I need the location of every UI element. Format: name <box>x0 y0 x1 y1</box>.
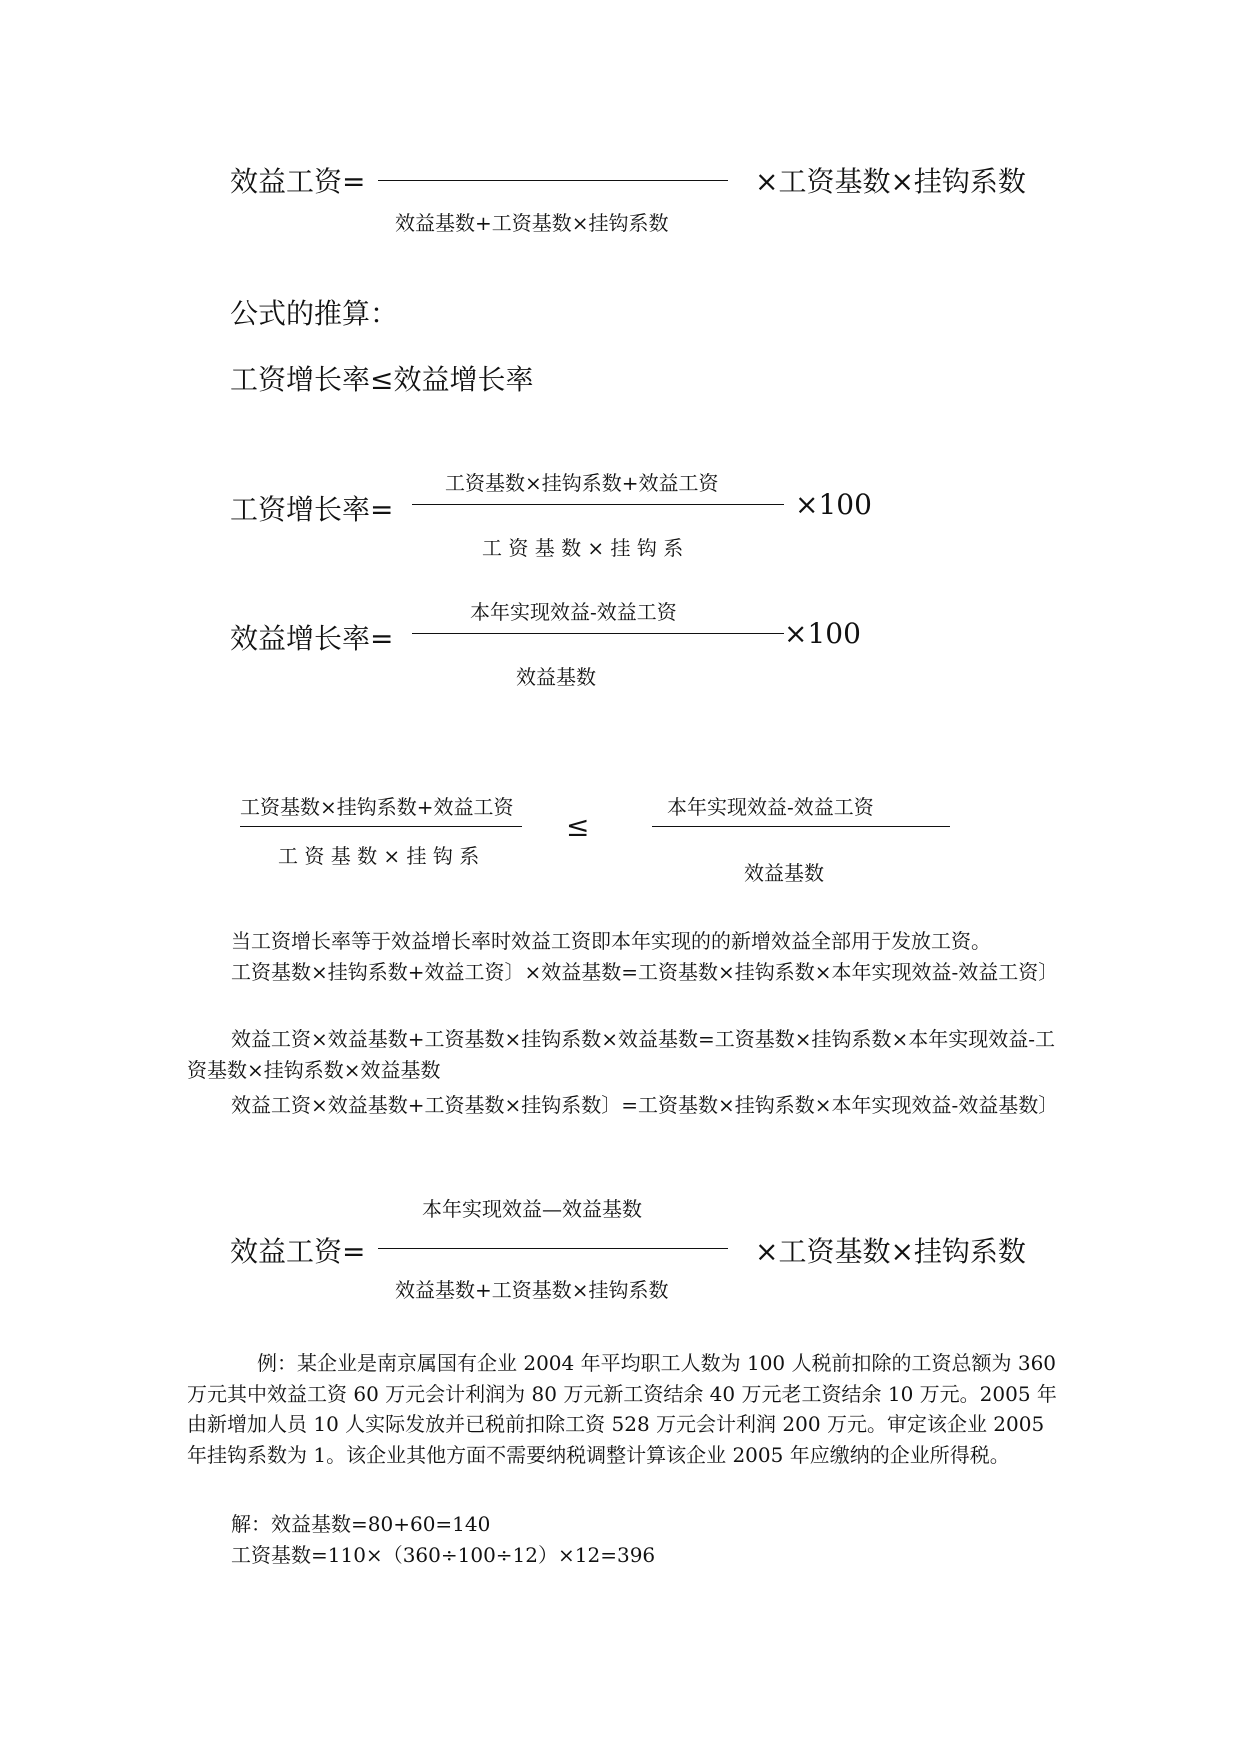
formula1-lhs: 效益工资= <box>230 165 366 198</box>
benefit-growth-fraction-bar <box>412 633 784 634</box>
benefit-growth-numerator: 本年实现效益-效益工资 <box>470 600 677 624</box>
formula1-denominator: 效益基数+工资基数×挂钩系数 <box>395 211 669 235</box>
formula1-tail: ×工资基数×挂钩系数 <box>755 165 1026 198</box>
wage-growth-fraction-bar <box>412 504 784 505</box>
formula2-fraction-bar <box>378 1248 728 1249</box>
example-paragraph: 例：某企业是南京属国有企业 2004 年平均职工人数为 100 人税前扣除的工资总额为 360 万元其中效益工资 60 万元会计利润为 80 万元新工资结余 40 万元老工资结余 10 万元。2005 年由新增加人员 10 人实际发放并已税前扣除工资 528 万元会计利润 200 万元。审定该企业 2005 年挂钩系数为 1。该企业其他方面不需要纳税调整计算该企业 2005 年应缴纳的企业所得税。 <box>187 1351 1057 1467</box>
solution-line-2: 工资基数=110×（360÷100÷12）×12=396 <box>231 1543 656 1567</box>
benefit-growth-lhs: 效益增长率= <box>230 622 394 655</box>
benefit-growth-tail: ×100 <box>784 617 861 650</box>
derivation-heading: 公式的推算： <box>230 297 399 330</box>
wage-growth-denominator: 工 资 基 数 × 挂 钩 系 <box>482 536 684 560</box>
comparison-right-fraction-bar <box>652 826 950 827</box>
paragraph-step-1: 工资基数×挂钩系数+效益工资〕×效益基数=工资基数×挂钩系数×本年实现效益-效益工资〕 <box>231 960 1059 984</box>
comparison-right-denominator: 效益基数 <box>744 861 824 885</box>
formula2-lhs: 效益工资= <box>230 1235 366 1268</box>
paragraph-equal-rates: 当工资增长率等于效益增长率时效益工资即本年实现的的新增效益全部用于发放工资。 <box>231 929 991 953</box>
formula2-numerator: 本年实现效益—效益基数 <box>422 1197 642 1221</box>
wage-growth-numerator: 工资基数×挂钩系数+效益工资 <box>445 471 719 495</box>
solution-line-1: 解：效益基数=80+60=140 <box>231 1512 491 1536</box>
comparison-right-numerator: 本年实现效益-效益工资 <box>667 795 874 819</box>
paragraph-step-3: 效益工资×效益基数+工资基数×挂钩系数〕=工资基数×挂钩系数×本年实现效益-效益基数〕 <box>231 1093 1059 1117</box>
comparison-operator: ≤ <box>566 810 590 843</box>
formula1-fraction-bar <box>378 180 728 181</box>
comparison-left-denominator: 工 资 基 数 × 挂 钩 系 <box>278 844 480 868</box>
paragraph-step-2: 效益工资×效益基数+工资基数×挂钩系数×效益基数=工资基数×挂钩系数×本年实现效益-工资基数×挂钩系数×效益基数 <box>187 1027 1056 1082</box>
wage-growth-lhs: 工资增长率= <box>230 493 394 526</box>
benefit-growth-denominator: 效益基数 <box>516 665 596 689</box>
wage-growth-tail: ×100 <box>795 488 872 521</box>
comparison-left-numerator: 工资基数×挂钩系数+效益工资 <box>240 795 514 819</box>
formula2-tail: ×工资基数×挂钩系数 <box>755 1235 1026 1268</box>
formula2-denominator: 效益基数+工资基数×挂钩系数 <box>395 1278 669 1302</box>
inequality-statement: 工资增长率≤效益增长率 <box>230 363 534 396</box>
comparison-left-fraction-bar <box>240 826 522 827</box>
